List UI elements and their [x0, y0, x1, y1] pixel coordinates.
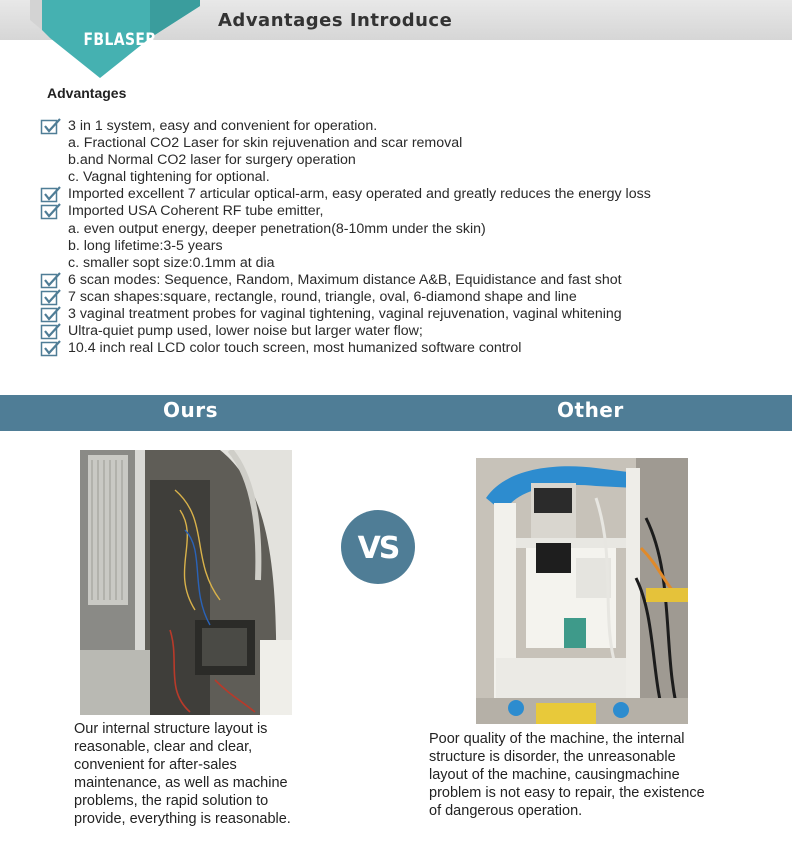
checkbox-checked-icon: [40, 272, 62, 289]
ours-label: Ours: [163, 398, 219, 422]
advantage-item: Imported USA Coherent RF tube emitter,: [40, 203, 780, 220]
advantages-list: [40, 118, 780, 357]
page-title: Advantages Introduce: [218, 10, 453, 31]
advantage-item: 3 vaginal treatment probes for vaginal tightening, vaginal rejuvenation, vaginal whitening: [40, 306, 780, 323]
other-caption: Poor quality of the machine, the internal structure is disorder, the unreasonable layout of the machine, causingmachine problem is not easy to repair, the existence of dangerous operation.: [429, 731, 705, 819]
brand-name: FBLASER: [83, 30, 157, 50]
vs-badge: [341, 510, 415, 584]
advantage-item: Ultra-quiet pump used, lower noise but larger water flow;: [40, 323, 780, 340]
other-label: Other: [557, 398, 624, 422]
advantage-item: 6 scan modes: Sequence, Random, Maximum distance A&B, Equidistance and fast shot: [40, 272, 780, 289]
advantage-subitem: c. Vagnal tightening for optional.: [68, 169, 270, 186]
advantage-subitem: b. long lifetime:3-5 years: [68, 237, 223, 254]
advantage-subitem: a. even output energy, deeper penetration(8-10mm under the skin): [68, 220, 486, 237]
advantage-item: 10.4 inch real LCD color touch screen, most humanized software control: [40, 340, 780, 357]
checkbox-checked-icon: [40, 306, 62, 323]
checkbox-checked-icon: [40, 323, 62, 340]
advantage-item: 3 in 1 system, easy and convenient for operation.: [40, 118, 780, 135]
checkbox-checked-icon: [40, 186, 62, 203]
advantage-subitem: a. Fractional CO2 Laser for skin rejuvenation and scar removal: [68, 135, 463, 152]
advantages-heading: Advantages: [47, 85, 127, 101]
advantage-subitem: b.and Normal CO2 laser for surgery operation: [68, 152, 356, 169]
checkbox-checked-icon: [40, 340, 62, 357]
checkbox-checked-icon: [40, 289, 62, 306]
ours-machine-illustration: [80, 450, 292, 715]
vs-text: VS: [357, 531, 399, 566]
ours-machine-photo: [80, 450, 292, 715]
advantage-item: 7 scan shapes:square, rectangle, round, triangle, oval, 6-diamond shape and line: [40, 289, 780, 306]
checkbox-checked-icon: [40, 203, 62, 220]
advantage-item: Imported excellent 7 articular optical-arm, easy operated and greatly reduces the energy loss: [40, 186, 780, 203]
advantage-subitem: c. smaller sopt size:0.1mm at dia: [68, 254, 275, 271]
other-machine-photo: [476, 458, 688, 724]
comparison-band: [0, 395, 792, 431]
ours-caption: Our internal structure layout is reasonable, clear and clear, convenient for after-sales maintenance, as well as machine problems, the rapid solution to provide, everything is reasonable.: [74, 721, 291, 827]
other-machine-illustration: [476, 458, 688, 724]
checkbox-checked-icon: [40, 118, 62, 135]
